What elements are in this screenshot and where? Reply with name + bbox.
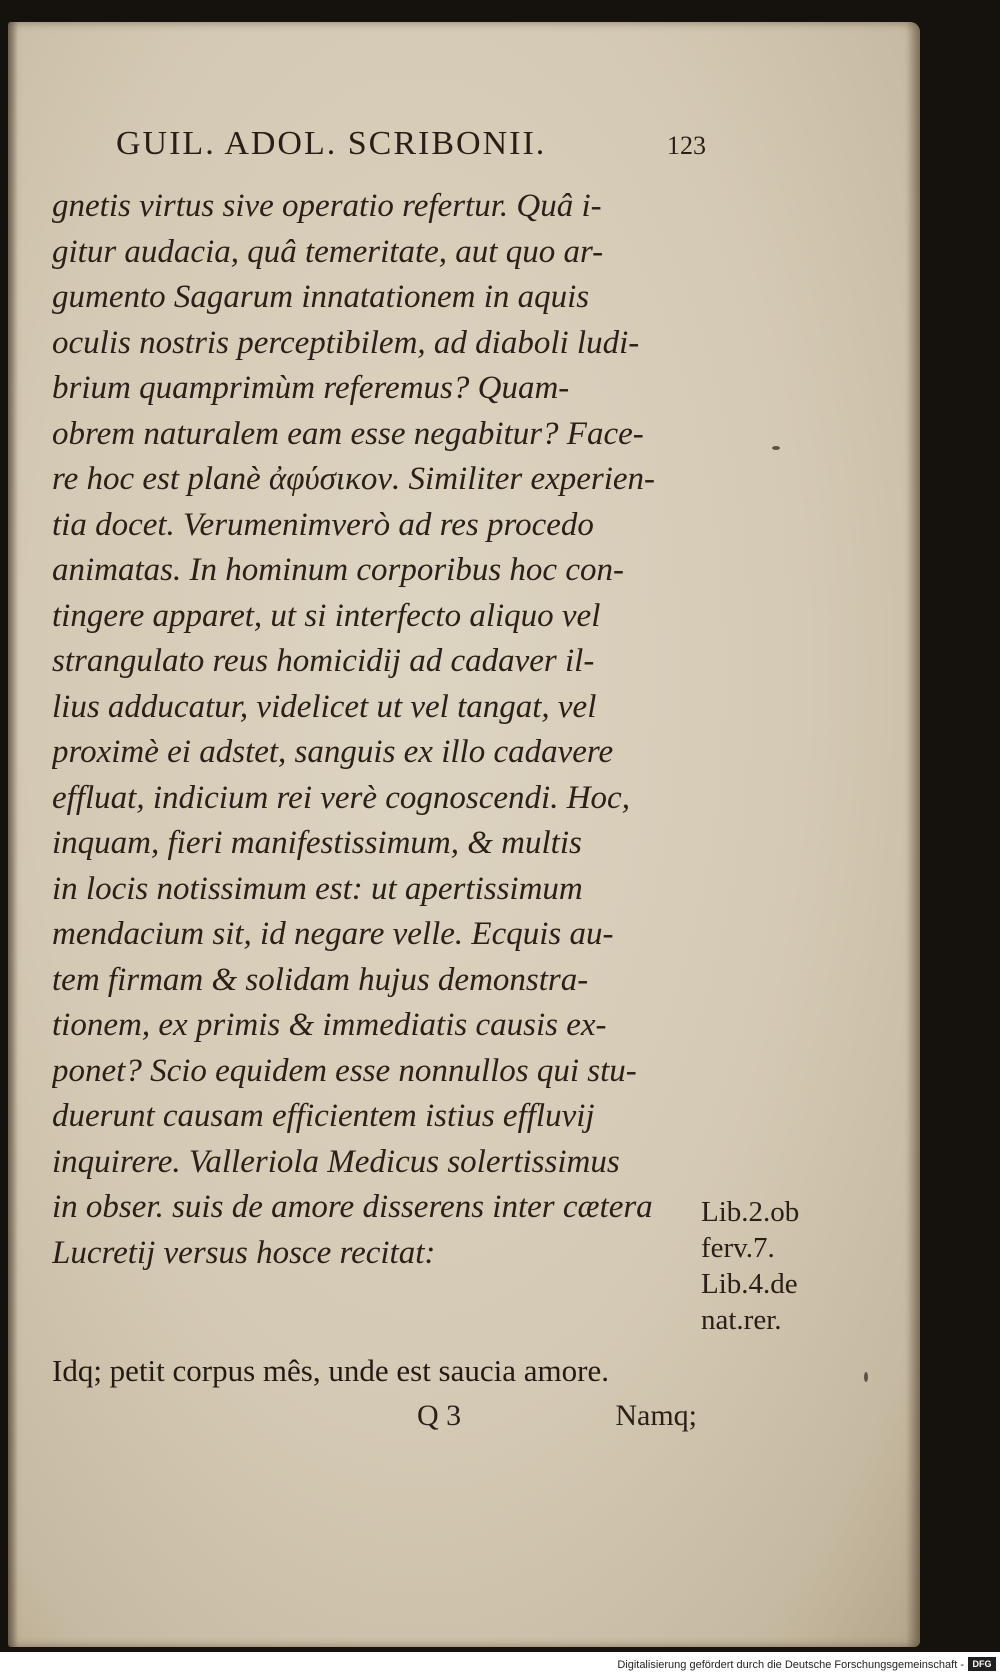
page-header xyxy=(116,125,706,175)
marginal-note-line: nat.rer. xyxy=(701,1304,782,1336)
text-line: duerunt causam efficientem istius effluvij xyxy=(52,1098,595,1134)
marginal-note-line: Lib.2.ob xyxy=(701,1196,800,1228)
page-footer xyxy=(52,1394,697,1438)
text-line: ponet? Scio equidem esse nonnullos qui stu- xyxy=(52,1052,637,1089)
text-line: in locis notissimum est: ut apertissimum xyxy=(52,870,583,907)
text-line: strangulato reus homicidij ad cadaver il- xyxy=(52,643,595,679)
catchword: Namq; xyxy=(615,1399,697,1432)
text-line: gitur audacia, quâ temeritate, aut quo ar- xyxy=(52,233,604,270)
text-line: inquam, fieri manifestissimum, & multis xyxy=(52,825,582,861)
text-line: inquirere. Valleriola Medicus solertissimus xyxy=(52,1143,620,1180)
page-number: 123 xyxy=(667,131,706,160)
verse-quotation: Idq; petit corpus mês, unde est saucia amore. xyxy=(52,1353,609,1388)
text-line: animatas. In hominum corporibus hoc con- xyxy=(52,552,624,588)
text-line: gnetis virtus sive operatio refertur. Quâ i- xyxy=(52,188,602,224)
main-text-block xyxy=(52,184,697,1276)
funding-credit: Digitalisierung gefördert durch die Deutsche Forschungsgemeinschaft - xyxy=(617,1659,964,1671)
ink-speck xyxy=(864,1372,868,1382)
spine-shadow xyxy=(8,22,18,1647)
dfg-logo: DFG xyxy=(968,1657,996,1671)
text-line: gumento Sagarum innatationem in aquis xyxy=(52,279,590,315)
marginal-note-line: ferv.7. xyxy=(701,1232,775,1264)
marginal-notes xyxy=(701,1194,831,1338)
text-line: brium quamprimùm referemus? Quam- xyxy=(52,370,570,406)
ink-speck xyxy=(772,446,780,450)
text-line: Lucretij versus hosce recitat: xyxy=(52,1234,436,1271)
text-line: effluat, indicium rei verè cognoscendi. Hoc, xyxy=(52,779,630,816)
text-line: tingere apparet, ut si interfecto aliquo vel xyxy=(52,597,601,634)
marginal-note-line: Lib.4.de xyxy=(701,1268,798,1300)
text-line: lius adducatur, videlicet ut vel tangat, vel xyxy=(52,688,597,725)
book-page xyxy=(8,22,920,1647)
page-edge-shadow xyxy=(906,22,920,1647)
text-line: tia docet. Verumenimverò ad res procedo xyxy=(52,506,594,543)
text-line: obrem naturalem eam esse negabitur? Face- xyxy=(52,415,644,452)
text-line: tionem, ex primis & immediatis causis ex- xyxy=(52,1007,607,1043)
text-line: mendacium sit, id negare velle. Ecquis au- xyxy=(52,916,614,952)
running-head: GUIL. ADOL. SCRIBONII. xyxy=(116,125,547,162)
text-line: tem firmam & solidam hujus demonstra- xyxy=(52,961,589,998)
signature-mark: Q 3 xyxy=(417,1399,462,1432)
text-line: re hoc est planè ἀφύσικον. Similiter experien- xyxy=(52,461,656,497)
text-line: proximè ei adstet, sanguis ex illo cadavere xyxy=(52,734,614,770)
text-line: in obser. suis de amore disserens inter cætera xyxy=(52,1189,653,1225)
text-line: oculis nostris perceptibilem, ad diaboli ludi- xyxy=(52,324,640,361)
digitization-credit-bar xyxy=(0,1652,1000,1678)
